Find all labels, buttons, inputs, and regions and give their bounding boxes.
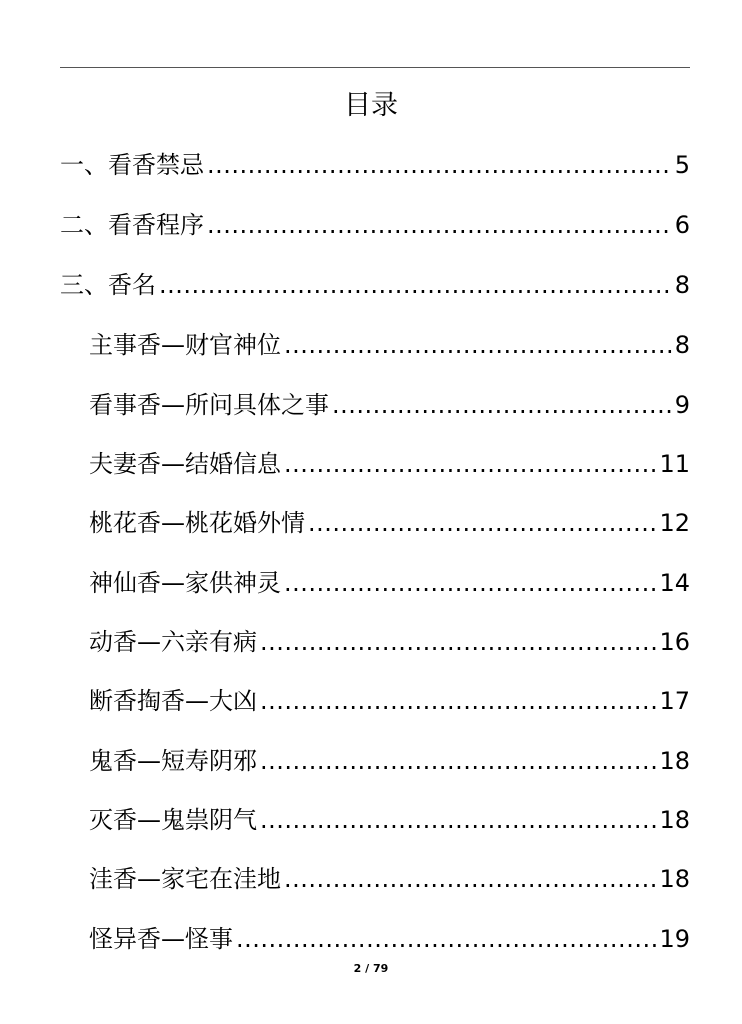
toc-page-number: 6 xyxy=(674,211,690,239)
toc-entry-title: 神仙香—家供神灵 xyxy=(89,569,281,597)
toc-page-number: 17 xyxy=(659,687,690,715)
toc-page-number: 18 xyxy=(659,865,690,893)
toc-dot-leader xyxy=(332,388,672,422)
toc-entry[interactable] xyxy=(89,803,690,837)
toc-page-number: 18 xyxy=(659,806,690,834)
toc-entry-title: 桃花香—桃花婚外情 xyxy=(89,509,305,537)
toc-entry-title: 夫妻香—结婚信息 xyxy=(89,450,281,478)
toc-entry[interactable] xyxy=(89,922,690,956)
toc-page-number: 19 xyxy=(659,925,690,953)
toc-page-number: 12 xyxy=(659,509,690,537)
toc-entry-title: 灭香—鬼祟阴气 xyxy=(89,806,257,834)
toc-entry[interactable] xyxy=(89,862,690,896)
toc-page-number: 11 xyxy=(659,450,690,478)
toc-dot-leader xyxy=(260,803,656,837)
toc-entry-title: 动香—六亲有病 xyxy=(89,628,257,656)
toc-entry-title: 二、看香程序 xyxy=(60,211,204,239)
toc-entry-title: 三、香名 xyxy=(60,271,156,299)
toc-entry[interactable] xyxy=(60,148,690,182)
toc-page-number: 8 xyxy=(674,331,690,359)
page-title: 目录 xyxy=(344,90,398,121)
toc-page-number: 14 xyxy=(659,569,690,597)
page-number-footer: 2 / 79 xyxy=(353,962,389,975)
toc-entry[interactable] xyxy=(60,268,690,302)
toc-dot-leader xyxy=(260,625,656,659)
toc-dot-leader xyxy=(159,268,672,302)
toc-entry-title: 看事香—所问具体之事 xyxy=(89,391,329,419)
toc-entry[interactable] xyxy=(89,447,690,481)
toc-dot-leader xyxy=(260,684,656,718)
toc-entry[interactable] xyxy=(89,388,690,422)
toc-page-number: 5 xyxy=(674,151,690,179)
toc-entry-title: 怪异香—怪事 xyxy=(89,925,233,953)
toc-page-number: 18 xyxy=(659,747,690,775)
toc-entry[interactable] xyxy=(89,684,690,718)
toc-entry[interactable] xyxy=(89,506,690,540)
toc-entry-title: 鬼香—短寿阴邪 xyxy=(89,747,257,775)
toc-dot-leader xyxy=(284,447,656,481)
toc-dot-leader xyxy=(207,208,672,242)
toc-entry[interactable] xyxy=(89,625,690,659)
toc-entry-title: 洼香—家宅在洼地 xyxy=(89,865,281,893)
toc-entry-title: 一、看香禁忌 xyxy=(60,151,204,179)
toc-page-number: 16 xyxy=(659,628,690,656)
toc-entry[interactable] xyxy=(89,566,690,600)
toc-page-number: 9 xyxy=(674,391,690,419)
toc-entry-title: 主事香—财官神位 xyxy=(89,331,281,359)
toc-dot-leader xyxy=(260,744,656,778)
toc-page-number: 8 xyxy=(674,271,690,299)
toc-dot-leader xyxy=(284,566,656,600)
toc-entry-title: 断香掏香—大凶 xyxy=(89,687,257,715)
toc-dot-leader xyxy=(308,506,656,540)
toc-entry[interactable] xyxy=(89,328,690,362)
toc-entry[interactable] xyxy=(89,744,690,778)
toc-entry[interactable] xyxy=(60,208,690,242)
toc-dot-leader xyxy=(207,148,672,182)
toc-dot-leader xyxy=(236,922,656,956)
toc-dot-leader xyxy=(284,328,672,362)
toc-dot-leader xyxy=(284,862,656,896)
